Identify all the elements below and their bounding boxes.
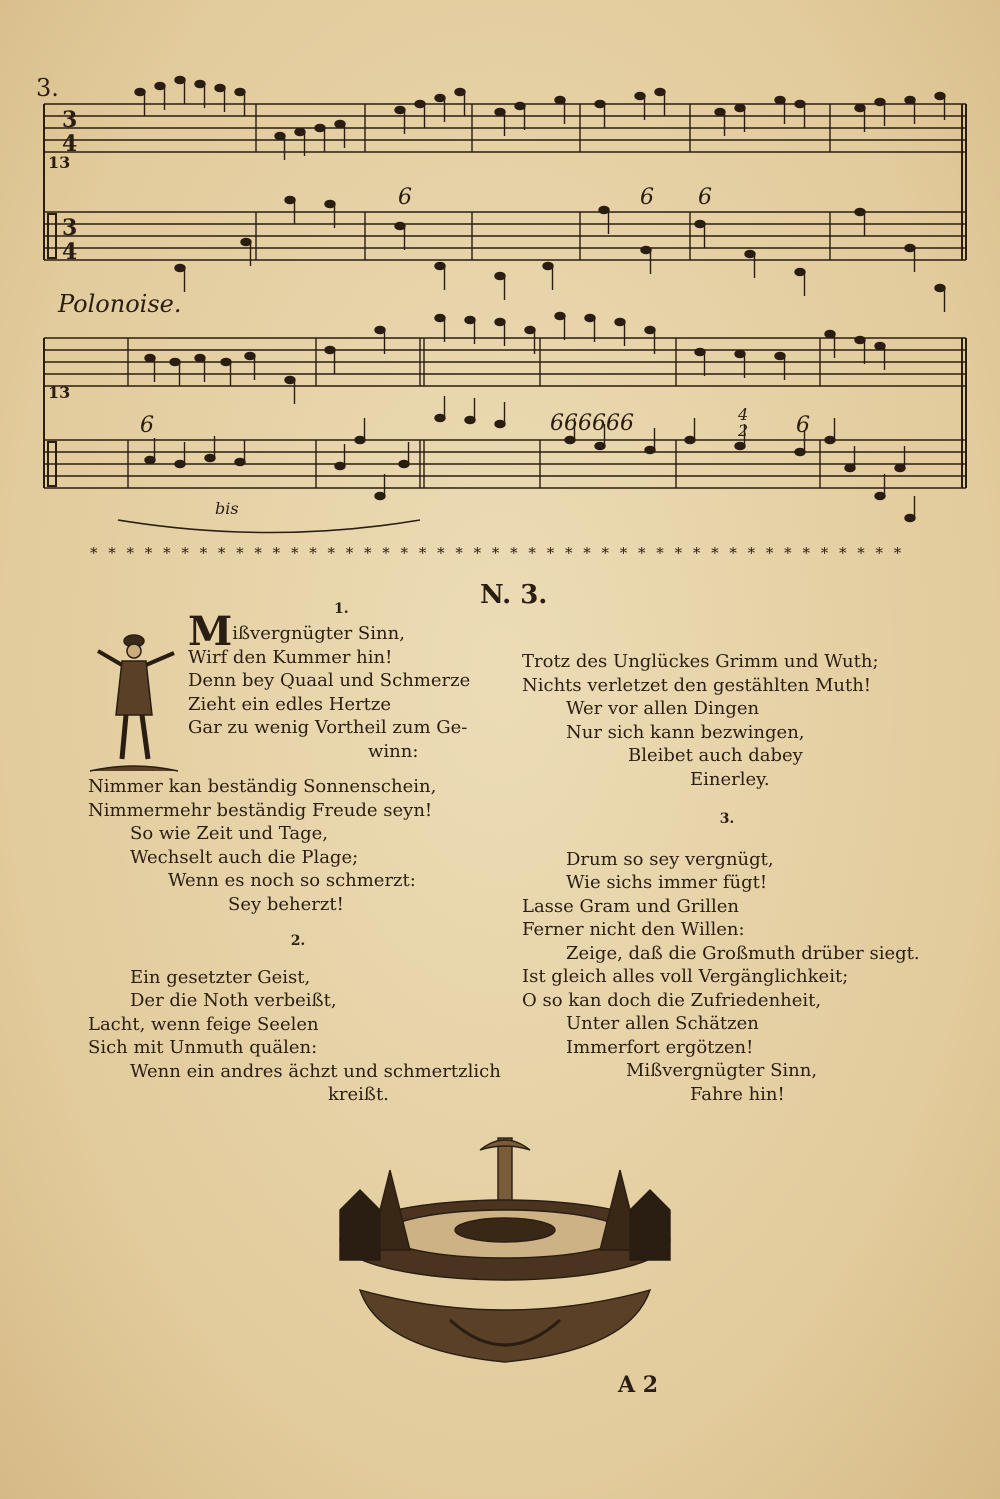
note-head — [745, 250, 755, 257]
svg-text:3: 3 — [62, 107, 78, 133]
verse-line: kreißt. — [328, 1084, 389, 1105]
note-head — [355, 436, 365, 443]
stanza-2-continued — [522, 650, 879, 791]
note-head — [855, 336, 865, 343]
verse-line: Unter allen Schätzen — [566, 1013, 759, 1034]
note-head — [695, 220, 705, 227]
svg-text:13: 13 — [48, 153, 71, 172]
verse-line: Wechselt auch die Plage; — [130, 846, 359, 868]
stanza-1-continued — [88, 775, 436, 916]
note-head — [855, 104, 865, 111]
verse-line: Wirf den Kummer hin! — [188, 646, 393, 668]
verse-line: Einerley. — [690, 768, 770, 790]
note-head — [175, 264, 185, 271]
note-head — [585, 314, 595, 321]
verse-line: winn: — [368, 740, 419, 762]
note-head — [495, 318, 505, 325]
note-head — [935, 284, 945, 291]
ornamental-divider: * * * * * * * * * * * * * * * * * * * * * * * * * * * * * * * * * * * * * * * * * * * * * — [90, 544, 905, 562]
note-head — [175, 76, 185, 83]
note-head — [615, 318, 625, 325]
note-head — [435, 414, 445, 421]
note-head — [735, 442, 745, 449]
note-head — [325, 200, 335, 207]
note-head — [495, 272, 505, 279]
note-head — [795, 448, 805, 455]
song-number: N. 3. — [480, 580, 548, 610]
note-head — [855, 208, 865, 215]
verse-line: Wenn es noch so schmerzt: — [168, 870, 416, 891]
verse-line: Gar zu wenig Vortheil zum Ge- — [188, 717, 468, 738]
note-head — [935, 92, 945, 99]
woodcut-figure-image — [88, 625, 180, 775]
music-score — [0, 0, 1000, 540]
note-head — [135, 88, 145, 95]
verse-line: Nichts verletzet den gestählten Muth! — [522, 674, 872, 696]
note-head — [285, 196, 295, 203]
note-head — [595, 100, 605, 107]
note-head — [215, 84, 225, 91]
note-head — [415, 100, 425, 107]
note-head — [195, 354, 205, 361]
stanza-1 — [188, 601, 471, 763]
stanza-number: 1. — [334, 601, 349, 617]
note-head — [645, 326, 655, 333]
repeat-bracket — [118, 520, 420, 533]
note-head — [685, 436, 695, 443]
verse-line: Wie sichs immer fügt! — [566, 872, 768, 893]
svg-text:3: 3 — [62, 215, 78, 241]
note-head — [555, 312, 565, 319]
note-head — [285, 376, 295, 383]
verse-line: Sey beherzt! — [228, 893, 344, 915]
note-head — [655, 88, 665, 95]
verse-line: So wie Zeit und Tage, — [130, 823, 328, 844]
note-head — [395, 106, 405, 113]
stanza-3 — [522, 808, 932, 1106]
verse-line: Nimmermehr beständig Freude seyn! — [88, 799, 433, 821]
note-head — [905, 514, 915, 521]
note-head — [795, 268, 805, 275]
figure-2: 2 — [738, 421, 749, 440]
fountain-vignette-image — [330, 1130, 680, 1370]
note-head — [205, 454, 215, 461]
note-head — [495, 420, 505, 427]
figure-6: 6 — [640, 185, 654, 210]
note-head — [875, 492, 885, 499]
note-head — [735, 104, 745, 111]
note-head — [641, 246, 651, 253]
note-head — [735, 350, 745, 357]
note-head — [275, 132, 285, 139]
verse-line: Denn bey Quaal und Schmerze — [188, 670, 471, 691]
note-head — [235, 88, 245, 95]
verse-line: Immerfort ergötzen! — [566, 1036, 754, 1058]
verse-line: Mißvergnügter Sinn, — [626, 1060, 818, 1081]
verse-line: Lacht, wenn feige Seelen — [88, 1013, 319, 1035]
note-head — [775, 96, 785, 103]
note-head — [170, 358, 180, 365]
svg-text:4: 4 — [62, 239, 78, 265]
note-head — [335, 120, 345, 127]
verse-line: Nur sich kann bezwingen, — [566, 721, 805, 743]
figure-6: 6 — [398, 185, 412, 210]
verse-line: Drum so sey vergnügt, — [566, 848, 774, 870]
note-head — [435, 94, 445, 101]
note-head — [235, 458, 245, 465]
note-head — [221, 358, 231, 365]
note-head — [715, 108, 725, 115]
note-head — [455, 88, 465, 95]
note-head — [495, 108, 505, 115]
verse-line: Lasse Gram und Grillen — [522, 895, 739, 917]
note-head — [795, 100, 805, 107]
barlines — [128, 104, 830, 488]
verse-line: Ein gesetzter Geist, — [130, 966, 311, 988]
note-head — [825, 436, 835, 443]
verse-line: Der die Noth verbeißt, — [130, 990, 337, 1011]
note-head — [635, 92, 645, 99]
note-head — [905, 96, 915, 103]
verse-line: O so kan doch die Zufriedenheit, — [522, 989, 822, 1011]
note-head — [825, 330, 835, 337]
note-head — [895, 464, 905, 471]
note-head — [543, 262, 553, 269]
note-head — [565, 436, 575, 443]
note-head — [515, 102, 525, 109]
note-head — [905, 244, 915, 251]
figure-6: 6 — [796, 413, 810, 438]
verse-line: Bleibet auch dabey — [628, 745, 803, 766]
note-head — [465, 316, 475, 323]
note-head — [145, 456, 155, 463]
svg-text:13: 13 — [48, 383, 71, 402]
note-head — [325, 346, 335, 353]
note-head — [775, 352, 785, 359]
note-head — [525, 326, 535, 333]
note-head — [845, 464, 855, 471]
verse-line: Sich mit Unmuth quälen: — [88, 1037, 318, 1058]
note-head — [555, 96, 565, 103]
stanza-number: 2. — [290, 933, 306, 949]
note-head — [245, 352, 255, 359]
note-head — [375, 326, 385, 333]
tempo-title: Polonoise. — [58, 290, 182, 318]
figure-666666: 666666 — [550, 411, 634, 436]
stanza-2 — [88, 930, 508, 1107]
piece-number: 3. — [36, 74, 59, 102]
note-head — [645, 446, 655, 453]
verse-line: Zeige, daß die Großmuth drüber siegt. — [566, 942, 920, 964]
figure-4: 4 — [738, 405, 749, 424]
note-head — [315, 124, 325, 131]
verse-line: Ferner nicht den Willen: — [522, 919, 745, 940]
verse-line: Zieht ein edles Hertze — [188, 693, 392, 715]
verse-line: Ist gleich alles voll Vergänglichkeit; — [522, 966, 849, 987]
verse-line: Wer vor allen Dingen — [566, 698, 760, 719]
note-head — [875, 342, 885, 349]
figure-6: 6 — [698, 185, 712, 210]
verse-line: Mißvergnügter Sinn, — [188, 608, 405, 655]
signature-mark: A 2 — [618, 1372, 659, 1398]
note-head — [335, 462, 345, 469]
note-head — [175, 460, 185, 467]
note-head — [195, 80, 205, 87]
note-head — [399, 460, 409, 467]
svg-text:4: 4 — [62, 131, 78, 157]
drop-cap: M — [188, 608, 233, 655]
note-head — [295, 128, 305, 135]
stanza-number: 3. — [719, 811, 735, 827]
note-head — [241, 238, 251, 245]
verse-line: Trotz des Unglückes Grimm und Wuth; — [522, 651, 879, 672]
note-head — [595, 442, 605, 449]
verse-line: Fahre hin! — [690, 1083, 785, 1105]
verse-line: Wenn ein andres ächzt und schmertzlich — [130, 1060, 501, 1082]
note-head — [145, 354, 155, 361]
note-head — [375, 492, 385, 499]
note-head — [435, 314, 445, 321]
verse-line: Nimmer kan beständig Sonnenschein, — [88, 776, 437, 797]
figure-6: 6 — [140, 413, 154, 438]
note-head — [395, 222, 405, 229]
note-head — [435, 262, 445, 269]
note-head — [465, 416, 475, 423]
note-head — [875, 98, 885, 105]
note-head — [695, 348, 705, 355]
note-head — [599, 206, 609, 213]
bis-label: bis — [215, 499, 239, 518]
note-head — [155, 82, 165, 89]
